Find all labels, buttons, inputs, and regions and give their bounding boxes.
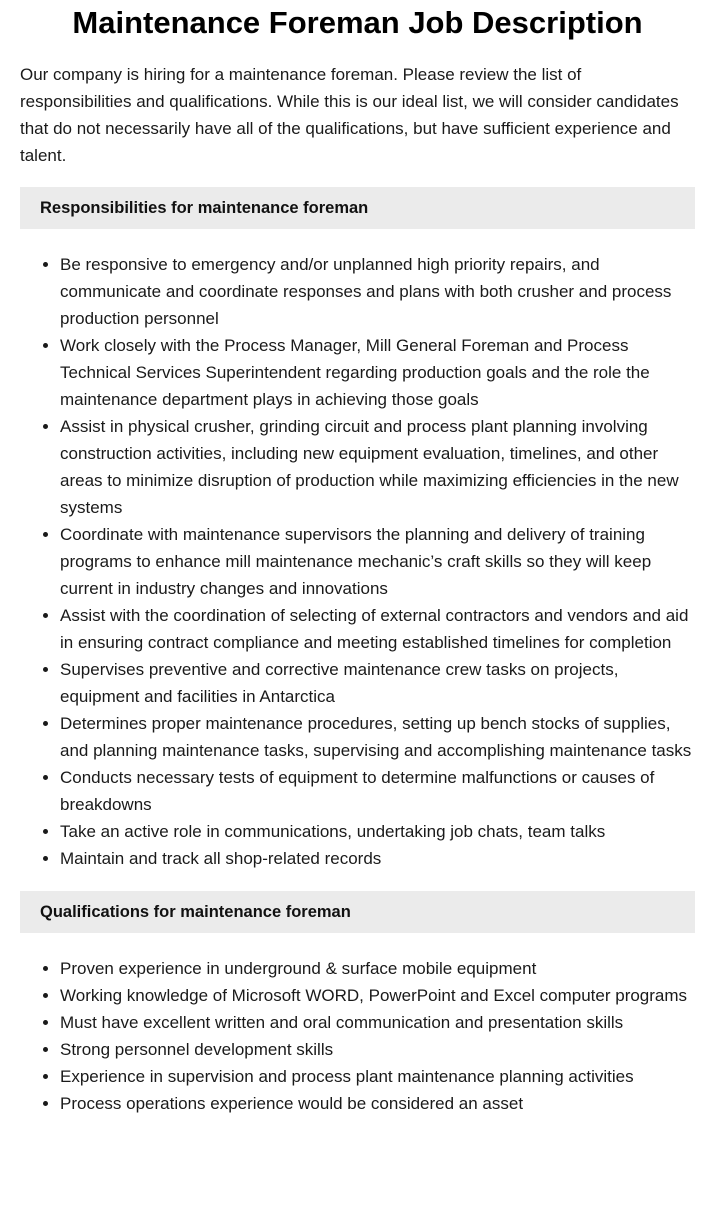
list-item: • Coordinate with maintenance supervisors the planning and delivery of training programs to enhance mill maintenance mechanic’s craft skills so they will keep current in industry changes and innovations bbox=[60, 521, 695, 602]
list-item: • Must have excellent written and oral communication and presentation skills bbox=[60, 1009, 695, 1036]
list-item: • Working knowledge of Microsoft WORD, PowerPoint and Excel computer programs bbox=[60, 982, 695, 1009]
page-title: Maintenance Foreman Job Description bbox=[72, 5, 643, 40]
list-item: • Maintain and track all shop-related records bbox=[60, 845, 695, 872]
list-item: • Be responsive to emergency and/or unplanned high priority repairs, and communicate and coordinate responses and plans with both crusher and process production personnel bbox=[60, 251, 695, 332]
list-item: • Strong personnel development skills bbox=[60, 1036, 695, 1063]
qualifications-heading: Qualifications for maintenance foreman bbox=[20, 891, 695, 933]
list-item: • Take an active role in communications, undertaking job chats, team talks bbox=[60, 818, 695, 845]
list-item: • Determines proper maintenance procedures, setting up bench stocks of supplies, and planning maintenance tasks, supervising and accomplishing maintenance tasks bbox=[60, 710, 695, 764]
list-item: • Supervises preventive and corrective maintenance crew tasks on projects, equipment and facilities in Antarctica bbox=[60, 656, 695, 710]
list-item: • Process operations experience would be considered an asset bbox=[60, 1090, 695, 1117]
intro-paragraph: Our company is hiring for a maintenance foreman. Please review the list of responsibilities and qualifications. While this is our ideal list, we will consider candidates that do not necessarily have all of the qualifications, but have sufficient experience and talent. bbox=[20, 65, 679, 165]
list-item: • Conducts necessary tests of equipment to determine malfunctions or causes of breakdowns bbox=[60, 764, 695, 818]
list-item: • Assist with the coordination of selecting of external contractors and vendors and aid in ensuring contract compliance and meeting established timelines for completion bbox=[60, 602, 695, 656]
list-item: • Proven experience in underground & surface mobile equipment bbox=[60, 955, 695, 982]
responsibilities-heading: Responsibilities for maintenance foreman bbox=[20, 187, 695, 229]
list-item: • Assist in physical crusher, grinding circuit and process plant planning involving construction activities, including new equipment evaluation, timelines, and other areas to minimize disruption of production while maximizing efficiencies in the new systems bbox=[60, 413, 695, 521]
responsibilities-list bbox=[20, 251, 695, 872]
list-item: • Work closely with the Process Manager, Mill General Foreman and Process Technical Services Superintendent regarding production goals and the role the maintenance department plays in achieving those goals bbox=[60, 332, 695, 413]
list-item: • Experience in supervision and process plant maintenance planning activities bbox=[60, 1063, 695, 1090]
qualifications-list bbox=[20, 955, 695, 1117]
